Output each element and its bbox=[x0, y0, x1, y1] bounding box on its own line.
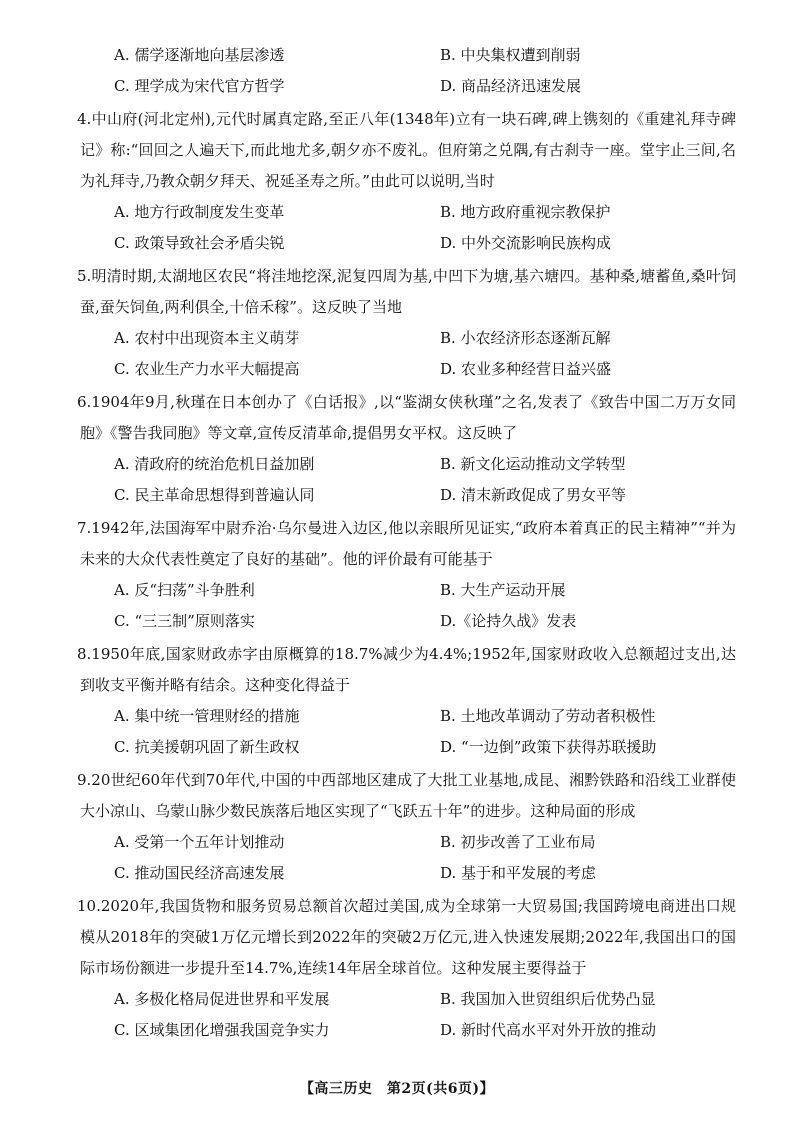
option-row bbox=[80, 449, 736, 480]
question-6 bbox=[77, 387, 736, 511]
question-stem: 4.中山府(河北定州),元代时属真定路,至正八年(1348年)立有一块石碑,碑上镌刻的《重建礼拜寺碑记》称:“回回之人遍天下,而此地尤多,朝夕亦不废礼。但府第之兑隅,有古刹寺一座。堂宇止三间,名为礼拜寺,乃教众朝夕拜天、祝延圣寿之所。”由此可以说明,当时 bbox=[77, 110, 736, 190]
question-stem: 9.20世纪60年代到70年代,中国的中西部地区建成了大批工业基地,成昆、湘黔铁路和沿线工业群使大小凉山、乌蒙山脉少数民族落后地区实现了“飞跃五十年”的进步。这种局面的形成 bbox=[77, 771, 736, 820]
option-row bbox=[80, 323, 736, 354]
option-b: B. 小农经济形态逐渐瓦解 bbox=[440, 329, 611, 347]
option-a: A. 农村中出现资本主义萌芽 bbox=[114, 329, 300, 347]
option-row bbox=[80, 1015, 736, 1046]
option-row bbox=[80, 575, 736, 606]
question-stem: 8.1950年底,国家财政赤字由原概算的18.7%减少为4.4%;1952年,国家财政收入总额超过支出,达到收支平衡并略有结余。这种变化得益于 bbox=[77, 645, 736, 694]
option-a: A. 反“扫荡”斗争胜利 bbox=[114, 581, 255, 599]
option-a: A. 儒学逐渐地向基层渗透 bbox=[114, 46, 285, 64]
question-stem: 7.1942年,法国海军中尉乔治·乌尔曼进入边区,他以亲眼所见证实,“政府本着真正的民主精神”“并为未来的大众代表性奠定了良好的基础”。他的评价最有可能基于 bbox=[77, 519, 736, 568]
option-b: B. 我国加入世贸组织后优势凸显 bbox=[440, 990, 656, 1008]
option-d: D. 农业多种经营日益兴盛 bbox=[440, 360, 612, 378]
option-d: D.《论持久战》发表 bbox=[440, 612, 577, 630]
option-d: D. 新时代高水平对外开放的推动 bbox=[440, 1021, 657, 1039]
question-5 bbox=[77, 261, 736, 385]
question-stem: 6.1904年9月,秋瑾在日本创办了《白话报》,以“鉴湖女侠秋瑾”之名,发表了《致告中国二万万女同胞》《警告我同胞》等文章,宣传反清革命,提倡男女平权。这反映了 bbox=[77, 393, 736, 442]
question-stem: 10.2020年,我国货物和服务贸易总额首次超过美国,成为全球第一大贸易国;我国跨境电商进出口规模从2018年的突破1万亿元增长到2022年的突破2万亿元,进入快速发展期;2022年,我国出口的国际市场份额进一步提升至14.7%,连续14年居全球首位。这种发展主要得益于 bbox=[77, 897, 736, 977]
question-7 bbox=[77, 513, 736, 637]
option-b: B. 中央集权遭到削弱 bbox=[440, 46, 581, 64]
option-row bbox=[80, 827, 736, 858]
option-b: B. 地方政府重视宗教保护 bbox=[440, 203, 611, 221]
option-c: C. 民主革命思想得到普遍认同 bbox=[114, 486, 315, 504]
option-c: C. “三三制”原则落实 bbox=[114, 612, 255, 630]
option-c: C. 区域集团化增强我国竞争实力 bbox=[114, 1021, 330, 1039]
option-c: C. 抗美援朝巩固了新生政权 bbox=[114, 738, 300, 756]
question-8 bbox=[77, 639, 736, 763]
option-c: C. 农业生产力水平大幅提高 bbox=[114, 360, 300, 378]
question-stem: 5.明清时期,太湖地区农民“将洼地挖深,泥复四周为基,中凹下为塘,基六塘四。基种桑,塘蓄鱼,桑叶饲蚕,蚕矢饲鱼,两利俱全,十倍禾稼”。这反映了当地 bbox=[77, 267, 736, 316]
option-row bbox=[80, 40, 736, 71]
option-d: D. 清末新政促成了男女平等 bbox=[440, 486, 627, 504]
option-d: D. 基于和平发展的考虑 bbox=[440, 864, 597, 882]
question-9 bbox=[77, 765, 736, 889]
option-b: B. 土地改革调动了劳动者积极性 bbox=[440, 707, 656, 725]
option-row bbox=[80, 228, 736, 259]
option-a: A. 多极化格局促进世界和平发展 bbox=[114, 990, 330, 1008]
q3-options bbox=[80, 40, 736, 102]
option-a: A. 清政府的统治危机日益加剧 bbox=[114, 455, 315, 473]
option-row bbox=[80, 480, 736, 511]
option-c: C. 理学成为宋代官方哲学 bbox=[114, 77, 285, 95]
option-d: D. 中外交流影响民族构成 bbox=[440, 234, 612, 252]
option-b: B. 初步改善了工业布局 bbox=[440, 833, 596, 851]
page-footer: 【高三历史 第2页(共6页)】 bbox=[299, 1081, 495, 1097]
option-row bbox=[80, 71, 736, 102]
option-a: A. 集中统一管理财经的措施 bbox=[114, 707, 300, 725]
option-row bbox=[80, 984, 736, 1015]
option-b: B. 新文化运动推动文学转型 bbox=[440, 455, 626, 473]
option-row bbox=[80, 858, 736, 889]
option-c: C. 政策导致社会矛盾尖锐 bbox=[114, 234, 285, 252]
option-row bbox=[80, 606, 736, 637]
option-row bbox=[80, 732, 736, 763]
option-row bbox=[80, 354, 736, 385]
option-b: B. 大生产运动开展 bbox=[440, 581, 566, 599]
option-a: A. 地方行政制度发生变革 bbox=[114, 203, 285, 221]
question-4 bbox=[77, 104, 736, 259]
option-c: C. 推动国民经济高速发展 bbox=[114, 864, 285, 882]
option-row bbox=[80, 701, 736, 732]
option-d: D. “一边倒”政策下获得苏联援助 bbox=[440, 738, 657, 756]
option-row bbox=[80, 197, 736, 228]
option-d: D. 商品经济迅速发展 bbox=[440, 77, 582, 95]
option-a: A. 受第一个五年计划推动 bbox=[114, 833, 285, 851]
question-10 bbox=[77, 891, 736, 1046]
